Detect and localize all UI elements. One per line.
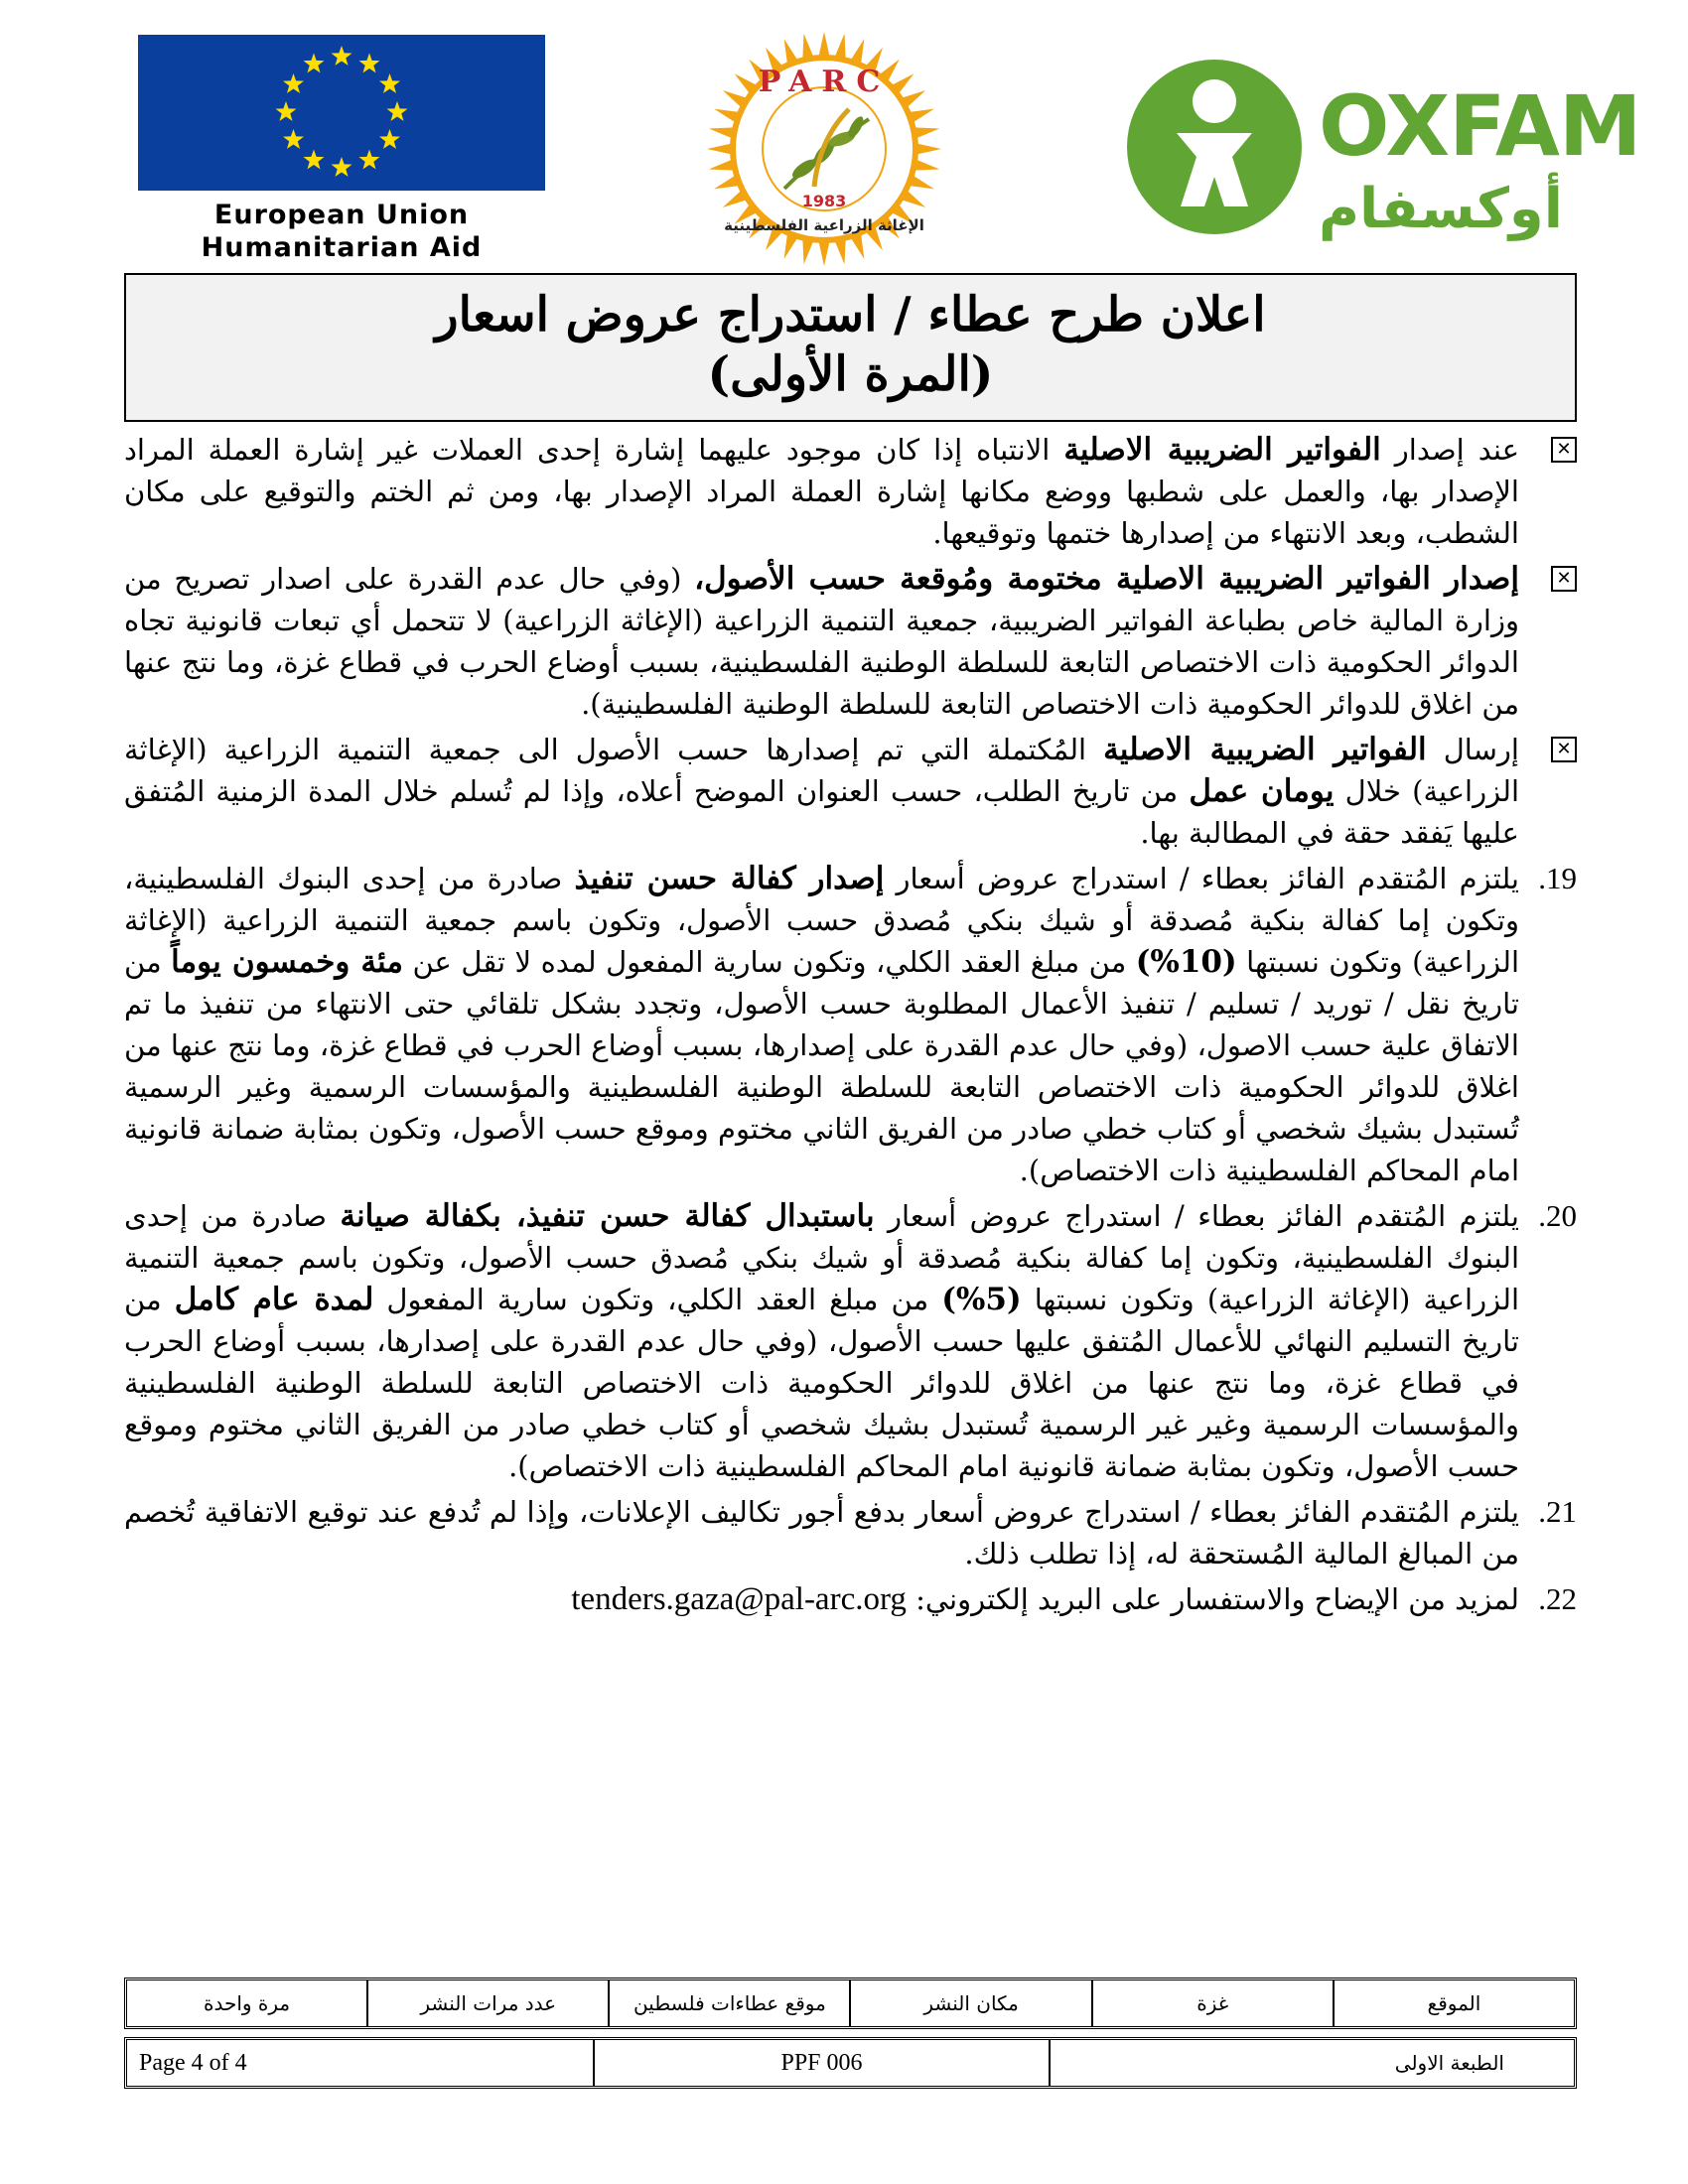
item-number: 21. xyxy=(1538,1494,1577,1529)
item-text: يلتزم المُتقدم الفائز بعطاء / استدراج عروض أسعار xyxy=(874,1199,1519,1233)
condition-item xyxy=(124,558,1577,725)
checked-box-icon: ✕ xyxy=(1551,437,1577,463)
eu-caption-line1: European Union xyxy=(213,200,470,230)
emphasized-text: الفواتير الضريبية الاصلية xyxy=(1063,432,1381,468)
eu-star-icon xyxy=(379,129,400,149)
item-number: 20. xyxy=(1538,1198,1577,1233)
emphasized-text: مئة وخمسون يوماً xyxy=(171,944,403,980)
condition-item xyxy=(124,1491,1577,1574)
emphasized-text: لمدة عام كامل xyxy=(174,1282,374,1317)
emphasized-text: يومان عمل xyxy=(1189,773,1335,809)
eu-caption-line2: Humanitarian Aid xyxy=(201,232,483,263)
publication-info-cell: عدد مرات النشر xyxy=(366,1980,608,2026)
eu-star-icon xyxy=(332,157,352,177)
item-text: لمزيد من الإيضاح والاستفسار على البريد إلكتروني: xyxy=(906,1582,1519,1616)
publication-info-cell: مكان النشر xyxy=(849,1980,1090,2026)
item-text: الانتباه إذا كان موجود عليهما إشارة إحدى العملات غير إشارة العملة المراد الإصدار بها، والعمل على شطبها ووضع مكانها إشارة العملة المراد الإصدار بها، ومن ثم الختم والتوقيع على مكان الشطب، وبعد الانتهاء من إصدارها ختمها وتوقيعها. xyxy=(124,433,1519,550)
page-title: اعلان طرح عطاء / استدراج عروض اسعار xyxy=(435,287,1266,342)
emphasized-text: إصدار كفالة حسن تنفيذ xyxy=(574,861,885,896)
parc-logo xyxy=(626,30,1023,268)
item-text: صادرة من إحدى البنوك الفلسطينية، وتكون إما كفالة بنكية مُصدقة أو شيك بنكي مُصدق حسب الأصول، وتكون باسم جمعية التنمية الزراعية (الإغاثة الزراعية) وتكون نسبتها xyxy=(124,1199,1519,1316)
publication-info-cell: غزة xyxy=(1091,1980,1333,2026)
emphasized-text: باستبدال كفالة حسن تنفيذ، بكفالة صيانة xyxy=(340,1198,875,1234)
emphasized-text: إصدار الفواتير الضريبية الاصلية مختومة ومُوقعة حسب الأصول، xyxy=(694,561,1519,597)
item-text: (وفي حال عدم القدرة على اصدار تصريح من وزارة المالية خاص بطباعة الفواتير الضريبية، جمعية التنمية الزراعية (الإغاثة الزراعية) لا تتحمل أي تبعات قانونية تجاه الدوائر الحكومية ذات الاختصاص التابعة للسلطة الوطنية الفلسطينية، بسبب أوضاع الحرب في قطاع غزة، وما نتج عنها من اغلاق للدوائر الحكومية ذات الاختصاص التابعة للسلطة الوطنية الفلسطينية). xyxy=(124,562,1519,721)
eu-star-icon xyxy=(332,46,352,66)
oxfam-wordmark: OXFAM xyxy=(1319,77,1641,175)
document-footer-table xyxy=(124,2037,1577,2089)
condition-item xyxy=(124,858,1577,1191)
checked-box-icon: ✕ xyxy=(1551,566,1577,592)
eu-flag xyxy=(138,35,545,191)
parc-arabic-name: الإغاثة الزراعية الفلسطينية xyxy=(724,216,924,234)
condition-item xyxy=(124,429,1577,554)
emphasized-text: الفواتير الضريبية الاصلية xyxy=(1103,732,1427,767)
condition-item xyxy=(124,729,1577,854)
item-text: من تاريخ التسليم النهائي للأعمال المُتفق عليها حسب الأصول، (وفي حال عدم القدرة على إصدارها، بسبب أوضاع الحرب في قطاع غزة، وما نتج عنها من اغلاق للدوائر الحكومية ذات الاختصاص التابعة للسلطة الوطنية الفلسطينية والمؤسسات الرسمية وغير غير الرسمية تُستبدل بشيك شخصي أو كتاب خطي صادر من الفريق الثاني مختوم وموقع حسب الأصول، وتكون بمثابة ضمانة قانونية امام المحاكم الفلسطينية ذات الاختصاص). xyxy=(124,1283,1519,1483)
condition-item xyxy=(124,1578,1577,1620)
eu-star-icon xyxy=(283,73,304,93)
item-text: من مبلغ العقد الكلي، وتكون سارية المفعول xyxy=(373,1283,942,1316)
item-text: المُكتملة التي تم إصدارها حسب الأصول الى جمعية التنمية الزراعية (الإغاثة الزراعية) خلال xyxy=(124,733,1520,808)
oxfam-logo xyxy=(1125,30,1641,268)
eu-star-icon xyxy=(283,129,304,149)
item-text: من تاريخ نقل / توريد / تسليم / تنفيذ الأعمال المطلوبة حسب الأصول، وتجدد بشكل تلقائي حتى الانتهاء من تنفيذ ما تم الاتفاق علية حسب الاصول، (وفي حال عدم القدرة على إصدارها، بسبب أوضاع الحرب في قطاع غزة، وما نتج عنها من اغلاق للدوائر الحكومية ذات الاختصاص التابعة للسلطة الوطنية الفلسطينية والمؤسسات الرسمية وغير الرسمية تُستبدل بشيك شخصي أو كتاب خطي صادر من الفريق الثاني مختوم وموقع حسب الأصول، وتكون بمثابة ضمانة قانونية امام المحاكم الفلسطينية ذات الاختصاص). xyxy=(124,945,1519,1187)
item-text: صادرة من إحدى البنوك الفلسطينية، وتكون إما كفالة بنكية مُصدقة أو شيك بنكي مُصدق حسب الأصول، وتكون باسم جمعية التنمية الزراعية (الإغاثة الزراعية) وتكون نسبتها xyxy=(124,862,1520,979)
oxfam-figure-icon xyxy=(1125,30,1314,268)
edition-label: الطبعة الاولى xyxy=(1394,2051,1504,2075)
item-text: من تاريخ الطلب، حسب العنوان الموضح أعلاه، وإذا لم تُسلم خلال المدة الزمنية المُتفق عليها يَفقد حقة في المطالبة بها. xyxy=(124,774,1519,850)
checked-box-icon: ✕ xyxy=(1551,737,1577,762)
conditions-list xyxy=(124,429,1577,1624)
item-text: عند إصدار xyxy=(1380,433,1519,467)
item-number: 22. xyxy=(1538,1581,1577,1616)
announcement-title-box xyxy=(124,273,1577,422)
item-text: إرسال xyxy=(1426,733,1519,766)
eu-stars-icon xyxy=(138,35,545,191)
publication-info-table xyxy=(124,1978,1577,2029)
contact-email-link[interactable]: tenders.gaza@pal-arc.org xyxy=(571,1581,907,1617)
eu-star-icon xyxy=(387,101,408,121)
eu-star-icon xyxy=(359,54,380,73)
parc-name: PARC xyxy=(758,65,891,99)
form-code: PPF 006 xyxy=(595,2040,1051,2086)
parc-year: 1983 xyxy=(801,192,847,210)
item-text: من مبلغ العقد الكلي، وتكون سارية المفعول لمده لا تقل عن xyxy=(403,945,1136,979)
page-subtitle: (المرة الأولى) xyxy=(707,346,994,402)
oxfam-arabic-wordmark: أوكسفام xyxy=(1319,177,1563,241)
item-text: يلتزم المُتقدم الفائز بعطاء / استدراج عروض أسعار بدفع أجور تكاليف الإعلانات، وإذا لم تُدفع عند توقيع الاتفاقية تُخصم من المبالغ المالية المُستحقة له، إذا تطلب ذلك. xyxy=(124,1495,1519,1570)
emphasized-text: (5%) xyxy=(941,1282,1022,1317)
eu-star-icon xyxy=(359,150,380,170)
eu-star-icon xyxy=(379,73,400,93)
logo-header xyxy=(124,30,1641,268)
publication-info-cell: مرة واحدة xyxy=(203,1991,291,2015)
eu-star-icon xyxy=(276,101,297,121)
eu-logo xyxy=(138,35,545,264)
publication-info-cell: موقع عطاءات فلسطين xyxy=(608,1980,849,2026)
publication-info-cell: الموقع xyxy=(1333,1980,1574,2026)
eu-star-icon xyxy=(304,150,325,170)
item-text: يلتزم المُتقدم الفائز بعطاء / استدراج عروض أسعار xyxy=(884,862,1519,895)
condition-item xyxy=(124,1195,1577,1487)
item-number: 19. xyxy=(1538,861,1577,895)
page-number: Page 4 of 4 xyxy=(127,2040,595,2086)
eu-star-icon xyxy=(304,54,325,73)
emphasized-text: (10%) xyxy=(1135,944,1237,980)
